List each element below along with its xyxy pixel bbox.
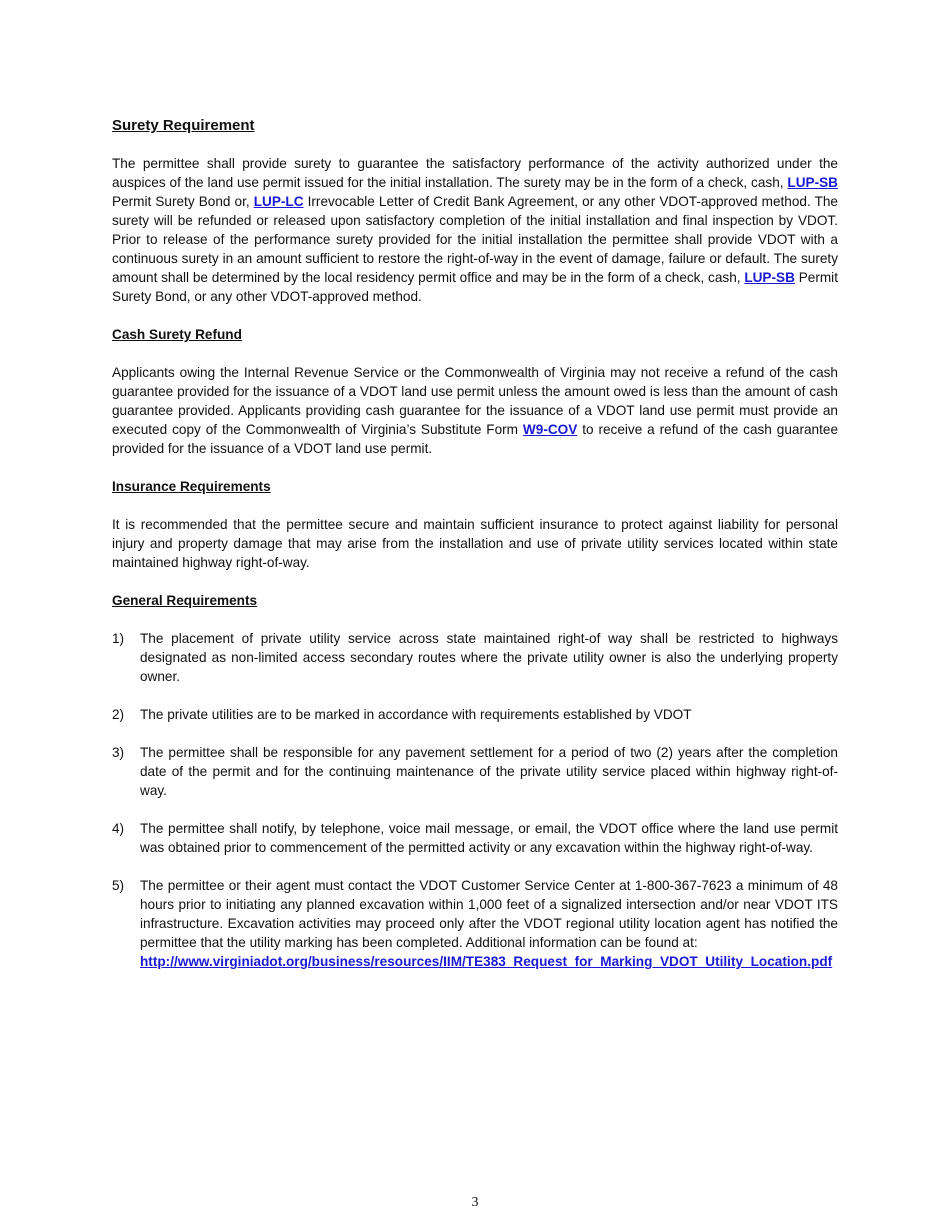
lup-sb-link-2[interactable]: LUP-SB bbox=[744, 270, 795, 285]
surety-paragraph bbox=[112, 154, 838, 306]
cash-refund-title: Cash Surety Refund bbox=[112, 327, 242, 342]
item-text: The permittee shall be responsible for any pavement settlement for a period of two (2) years after the completion date of the permit and for the continuing maintenance of the private utility service placed within highway right-of-way. bbox=[140, 745, 838, 798]
marking-request-link[interactable]: http://www.virginiadot.org/business/resources/IIM/TE383_Request_for_Marking_VDOT_Utility_Location.pdf bbox=[140, 954, 833, 969]
cash-refund-text-2: to receive a refund of the cash guarantee provided for the issuance of a VDOT land use permit. bbox=[112, 422, 839, 456]
general-title: General Requirements bbox=[112, 593, 258, 608]
item-number: 2) bbox=[112, 707, 125, 722]
item-text: The private utilities are to be marked in accordance with requirements established by VDOT bbox=[140, 707, 692, 722]
item-number: 1) bbox=[112, 631, 125, 646]
list-item bbox=[112, 705, 838, 724]
list-item bbox=[112, 876, 838, 971]
item-text: The permittee shall notify, by telephone, voice mail message, or email, the VDOT office where the land use permit was obtained prior to commencement of the permitted activity or any excavation within the highway right-of-way. bbox=[140, 821, 838, 855]
item-number: 3) bbox=[112, 745, 125, 760]
surety-text-1: The permittee shall provide surety to guarantee the satisfactory performance of the activity authorized under the auspices of the land use permit issued for the initial installation. The surety may be in the form of a check, cash, bbox=[112, 156, 838, 190]
surety-text-4: Permit Surety Bond, or any other VDOT-approved method. bbox=[112, 270, 838, 304]
list-item bbox=[112, 629, 838, 686]
item-text: The permittee or their agent must contact the VDOT Customer Service Center at 1-800-367-7623 a minimum of 48 hours prior to initiating any planned excavation within 1,000 feet of a signalized intersection and/or near VDOT ITS infrastructure. Excavation activities may proceed only after the VDOT regional utility location agent has notified the permittee that the utility marking has been completed. Additional information can be found at: bbox=[140, 878, 838, 950]
item-text: The placement of private utility service across state maintained right-of way shall be restricted to highways designated as non-limited access secondary routes where the private utility owner is also the underlying property owner. bbox=[140, 631, 838, 684]
document-page bbox=[112, 116, 838, 990]
item-number: 4) bbox=[112, 821, 125, 836]
cash-refund-text-1: Applicants owing the Internal Revenue Service or the Commonwealth of Virginia may not receive a refund of the cash guarantee provided for the issuance of a VDOT land use permit unless the amount owed is less than the amount of cash guarantee provided. Applicants providing cash guarantee for the issuance of a VDOT land use permit must provide an executed copy of the Commonwealth of Virginia’s Substitute Form bbox=[112, 365, 838, 437]
surety-title: Surety Requirement bbox=[112, 117, 255, 134]
surety-text-2: Permit Surety Bond or, bbox=[112, 194, 254, 209]
insurance-title: Insurance Requirements bbox=[112, 479, 271, 494]
insurance-paragraph: It is recommended that the permittee secure and maintain sufficient insurance to protect against liability for personal injury and property damage that may arise from the installation and use of private utility services located within state maintained highway right-of-way. bbox=[112, 517, 838, 570]
list-item bbox=[112, 819, 838, 857]
list-item bbox=[112, 743, 838, 800]
surety-text-3: Irrevocable Letter of Credit Bank Agreement, or any other VDOT-approved method. The surety will be refunded or released upon satisfactory completion of the initial installation and final inspection by VDOT. Prior to release of the performance surety provided for the initial installation the permittee shall provide VDOT with a continuous surety in an amount sufficient to restore the right-of-way in the event of damage, failure or default. The surety amount shall be determined by the local residency permit office and may be in the form of a check, cash, bbox=[112, 194, 838, 285]
w9-cov-link[interactable]: W9-COV bbox=[522, 422, 578, 437]
cash-refund-paragraph bbox=[112, 363, 838, 458]
lup-sb-link[interactable]: LUP-SB bbox=[787, 175, 838, 190]
general-requirements-list bbox=[112, 629, 838, 971]
item-number: 5) bbox=[112, 878, 125, 893]
page-number: 3 bbox=[471, 1195, 479, 1210]
lup-lc-link[interactable]: LUP-LC bbox=[253, 194, 304, 209]
